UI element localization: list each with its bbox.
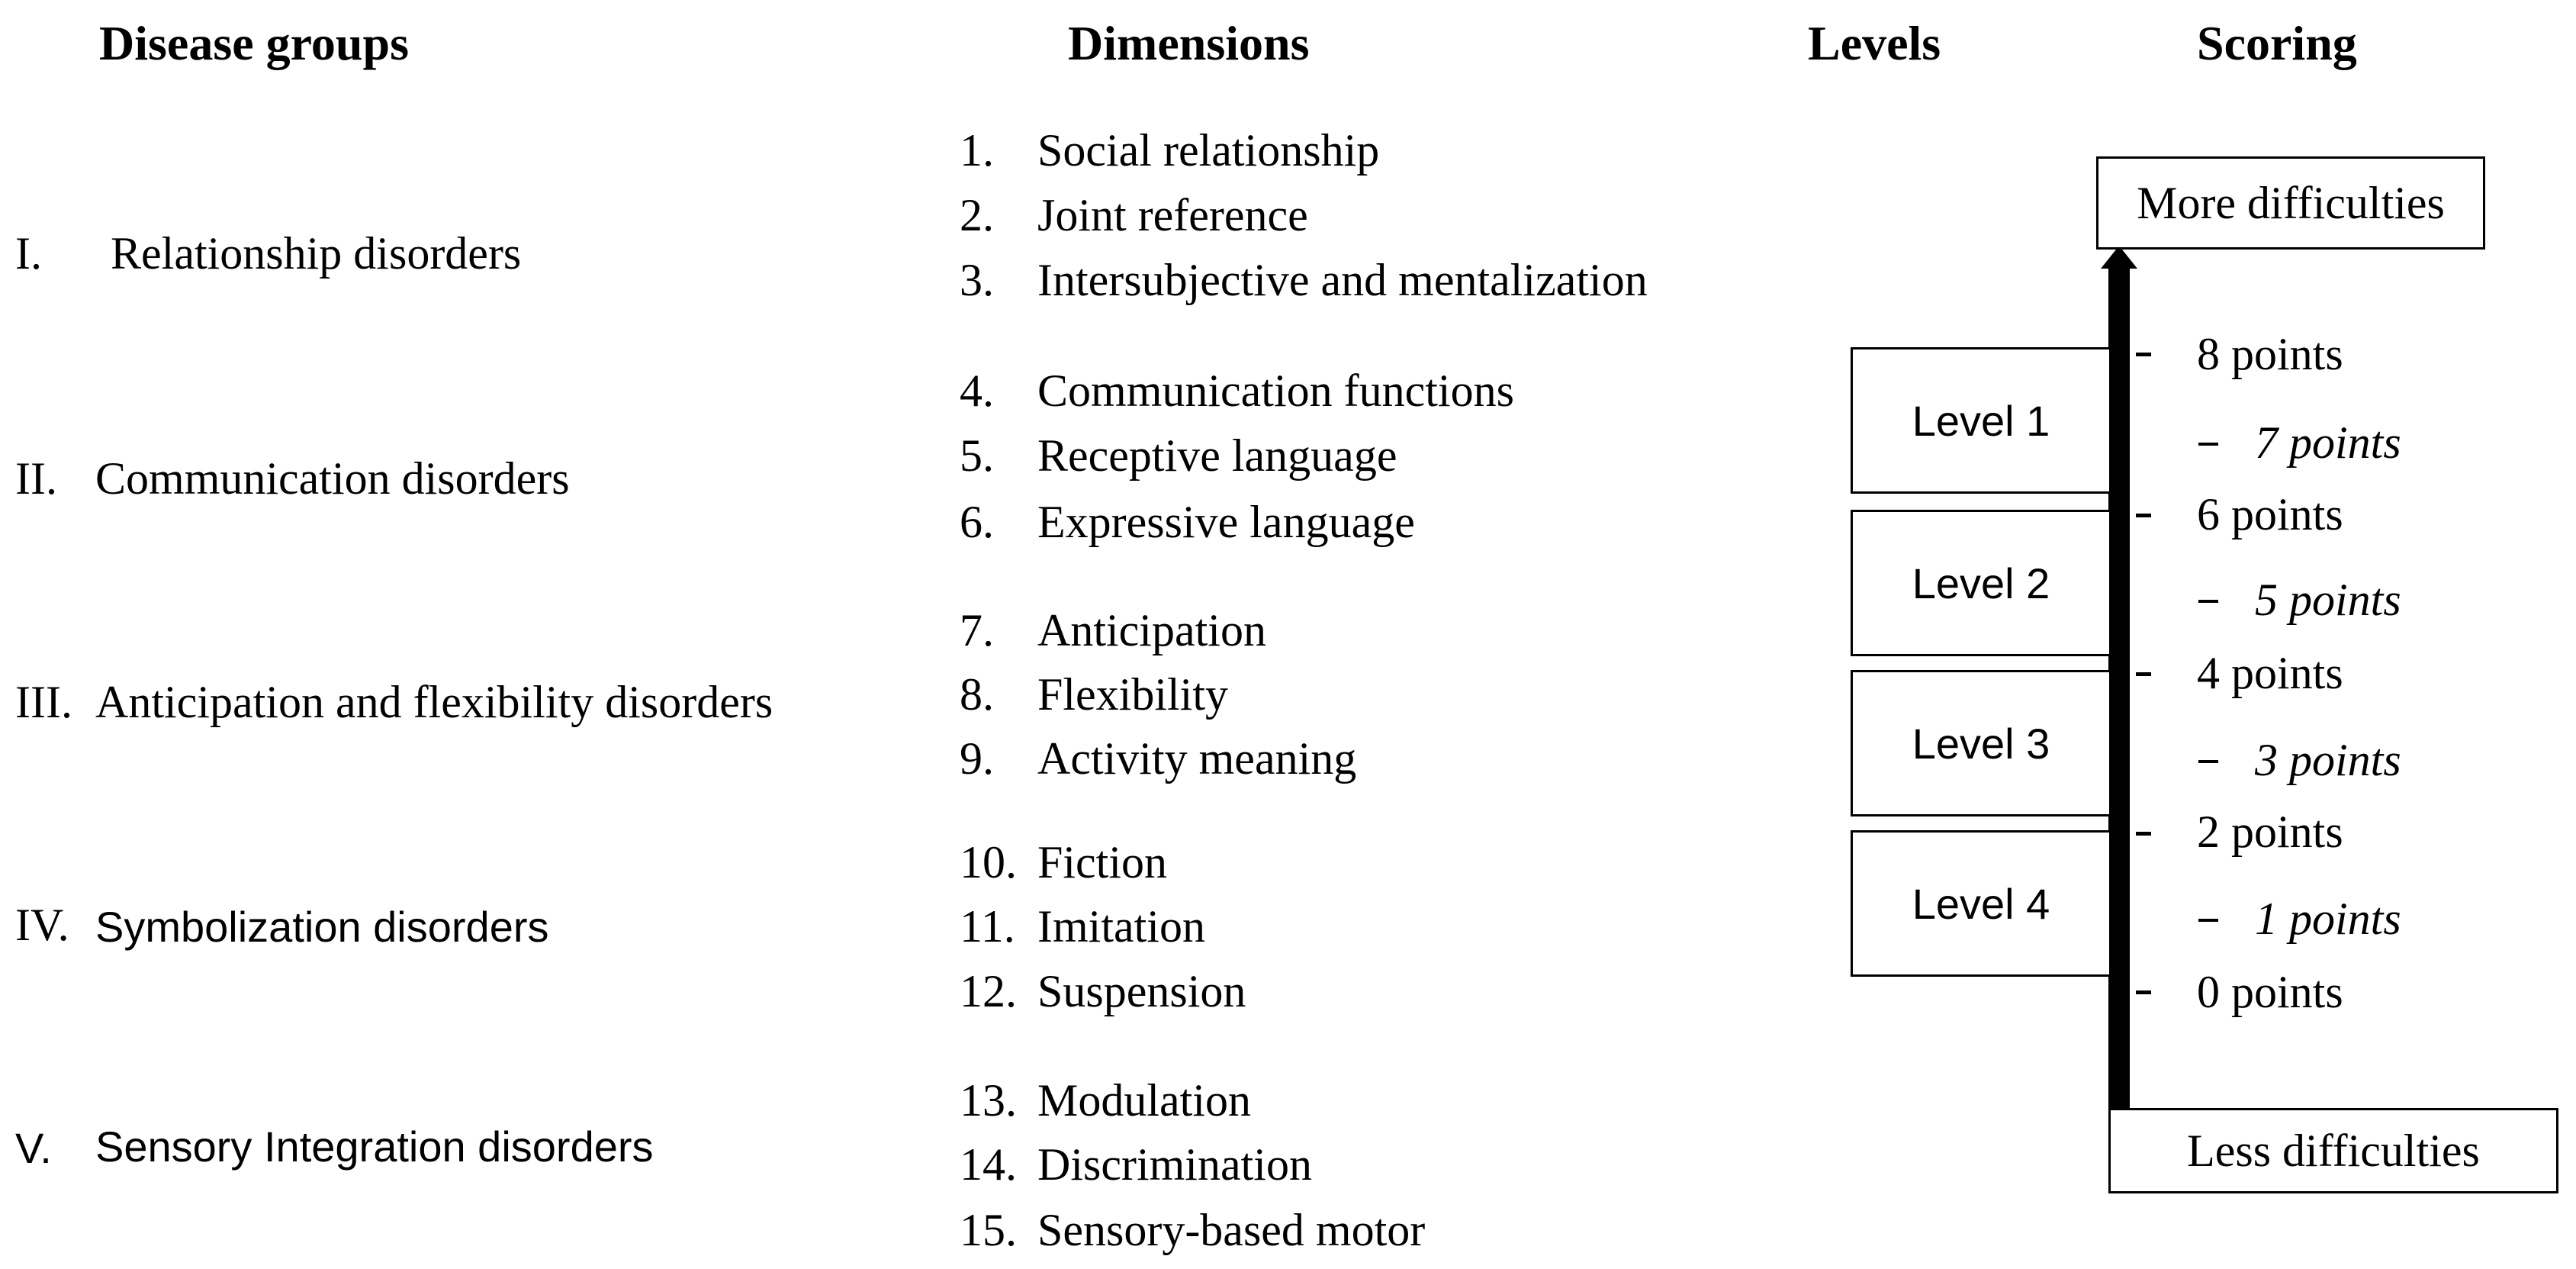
dash-3 xyxy=(2198,760,2218,763)
dimension-number: 14. xyxy=(960,1139,1017,1190)
group-label: Relationship disorders xyxy=(111,228,522,279)
dimension-label: Activity meaning xyxy=(1037,733,1357,784)
points-label-5: 5 points xyxy=(2255,575,2401,625)
group-numeral: I. xyxy=(15,228,42,279)
header-levels: Levels xyxy=(1808,16,1941,70)
group-label: Anticipation and flexibility disorders xyxy=(95,677,773,727)
dimension-label: Communication functions xyxy=(1037,366,1514,416)
points-label-3: 3 points xyxy=(2255,735,2401,785)
level-box-1: Level 1 xyxy=(1851,347,2111,494)
dimension-number: 7. xyxy=(960,605,994,655)
dimension-label: Anticipation xyxy=(1037,605,1266,655)
dimension-label: Intersubjective and mentalization xyxy=(1037,255,1648,305)
group-label: Sensory Integration disorders xyxy=(95,1122,654,1171)
dimension-label: Suspension xyxy=(1037,966,1246,1016)
tick-6 xyxy=(2136,514,2151,517)
group-label: Symbolization disorders xyxy=(95,903,549,951)
tick-8 xyxy=(2136,353,2151,356)
group-numeral: V. xyxy=(15,1124,52,1172)
points-label-8: 8 points xyxy=(2197,329,2343,379)
dash-5 xyxy=(2198,600,2218,603)
level-box-3: Level 3 xyxy=(1851,670,2111,816)
tick-2 xyxy=(2136,832,2151,836)
dimension-number: 3. xyxy=(960,255,994,305)
header-dimensions: Dimensions xyxy=(1068,16,1310,70)
points-label-4: 4 points xyxy=(2197,648,2343,698)
level-box-2: Level 2 xyxy=(1851,510,2111,656)
dimension-number: 2. xyxy=(960,190,994,240)
points-label-7: 7 points xyxy=(2255,417,2401,468)
points-label-6: 6 points xyxy=(2197,489,2343,539)
dimension-label: Sensory-based motor xyxy=(1037,1205,1426,1255)
points-label-0: 0 points xyxy=(2197,967,2343,1017)
dimension-number: 4. xyxy=(960,366,994,416)
dimension-label: Flexibility xyxy=(1037,669,1229,720)
dimension-number: 6. xyxy=(960,497,994,547)
dimension-label: Joint reference xyxy=(1037,190,1308,240)
less-difficulties-box: Less difficulties xyxy=(2108,1108,2558,1193)
dimension-label: Receptive language xyxy=(1037,430,1397,481)
header-disease-groups: Disease groups xyxy=(99,16,409,70)
dimension-label: Imitation xyxy=(1037,901,1205,952)
dimension-number: 11. xyxy=(960,901,1015,952)
group-label: Communication disorders xyxy=(95,453,570,504)
points-label-1: 1 points xyxy=(2255,894,2401,944)
dimension-number: 1. xyxy=(960,125,994,176)
dash-7 xyxy=(2198,443,2218,446)
dimension-number: 9. xyxy=(960,733,994,784)
dimension-label: Social relationship xyxy=(1037,125,1380,176)
dimension-number: 15. xyxy=(960,1205,1017,1255)
dimension-number: 10. xyxy=(960,837,1017,887)
points-label-2: 2 points xyxy=(2197,807,2343,857)
dimension-number: 12. xyxy=(960,966,1017,1016)
dimension-label: Discrimination xyxy=(1037,1139,1312,1190)
dimension-label: Expressive language xyxy=(1037,497,1415,547)
tick-0 xyxy=(2136,990,2151,994)
tick-4 xyxy=(2136,672,2151,676)
level-box-4: Level 4 xyxy=(1851,830,2111,977)
more-difficulties-box: More difficulties xyxy=(2096,156,2485,250)
group-numeral: IV. xyxy=(15,900,69,950)
dimension-number: 5. xyxy=(960,430,994,481)
group-numeral: II. xyxy=(15,453,57,504)
dimension-label: Modulation xyxy=(1037,1075,1251,1126)
header-scoring: Scoring xyxy=(2197,16,2357,70)
dash-1 xyxy=(2198,919,2218,922)
group-numeral: III. xyxy=(15,677,72,727)
dimension-number: 8. xyxy=(960,669,994,720)
dimension-label: Fiction xyxy=(1037,837,1168,887)
dimension-number: 13. xyxy=(960,1075,1017,1126)
